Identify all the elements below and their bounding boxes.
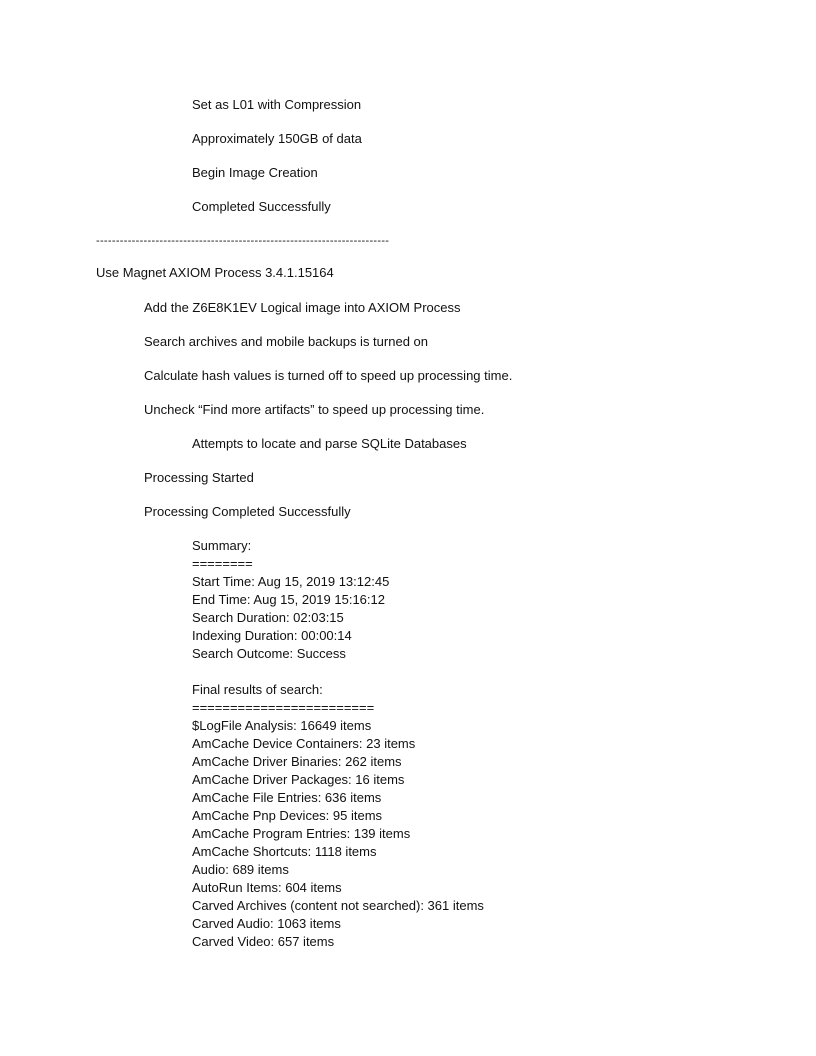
step-hash-values: Calculate hash values is turned off to speed up processing time.	[144, 368, 513, 383]
step-set-l01: Set as L01 with Compression	[192, 97, 362, 112]
summary-search-outcome: Search Outcome: Success	[192, 646, 346, 661]
summary-underline: ========	[192, 556, 253, 571]
result-item: AmCache Device Containers: 23 items	[192, 736, 416, 751]
step-completed: Completed Successfully	[192, 199, 331, 214]
step-uncheck-artifacts: Uncheck “Find more artifacts” to speed up processing time.	[144, 402, 485, 417]
result-item: Carved Audio: 1063 items	[192, 916, 341, 931]
summary-search-duration: Search Duration: 02:03:15	[192, 610, 344, 625]
result-item: Audio: 689 items	[192, 862, 289, 877]
step-processing-completed: Processing Completed Successfully	[144, 504, 351, 519]
result-item: AmCache File Entries: 636 items	[192, 790, 382, 805]
result-item: AmCache Driver Packages: 16 items	[192, 772, 405, 787]
separator-line: --------------------------------------------------------------------------	[96, 235, 390, 247]
step-sqlite-note: Attempts to locate and parse SQLite Databases	[192, 436, 467, 451]
step-add-image: Add the Z6E8K1EV Logical image into AXIOM Process	[144, 300, 461, 315]
result-item: AmCache Driver Binaries: 262 items	[192, 754, 402, 769]
step-data-size: Approximately 150GB of data	[192, 131, 362, 146]
summary-indexing-duration: Indexing Duration: 00:00:14	[192, 628, 352, 643]
final-results-underline: ========================	[192, 700, 375, 715]
step-processing-started: Processing Started	[144, 470, 254, 485]
step-begin-image: Begin Image Creation	[192, 165, 318, 180]
step-search-archives: Search archives and mobile backups is turned on	[144, 334, 428, 349]
result-item: AmCache Shortcuts: 1118 items	[192, 844, 377, 859]
summary-end-time: End Time: Aug 15, 2019 15:16:12	[192, 592, 385, 607]
final-results-block	[192, 681, 484, 951]
result-item: $LogFile Analysis: 16649 items	[192, 718, 372, 733]
result-item: AmCache Program Entries: 139 items	[192, 826, 411, 841]
result-item: Carved Video: 657 items	[192, 934, 335, 949]
result-item: AutoRun Items: 604 items	[192, 880, 342, 895]
summary-start-time: Start Time: Aug 15, 2019 13:12:45	[192, 574, 390, 589]
result-item: AmCache Pnp Devices: 95 items	[192, 808, 383, 823]
summary-block	[192, 537, 389, 663]
final-results-title: Final results of search:	[192, 682, 323, 697]
result-item: Carved Archives (content not searched): 361 items	[192, 898, 484, 913]
summary-title: Summary:	[192, 538, 252, 553]
section-heading: Use Magnet AXIOM Process 3.4.1.15164	[96, 265, 334, 280]
